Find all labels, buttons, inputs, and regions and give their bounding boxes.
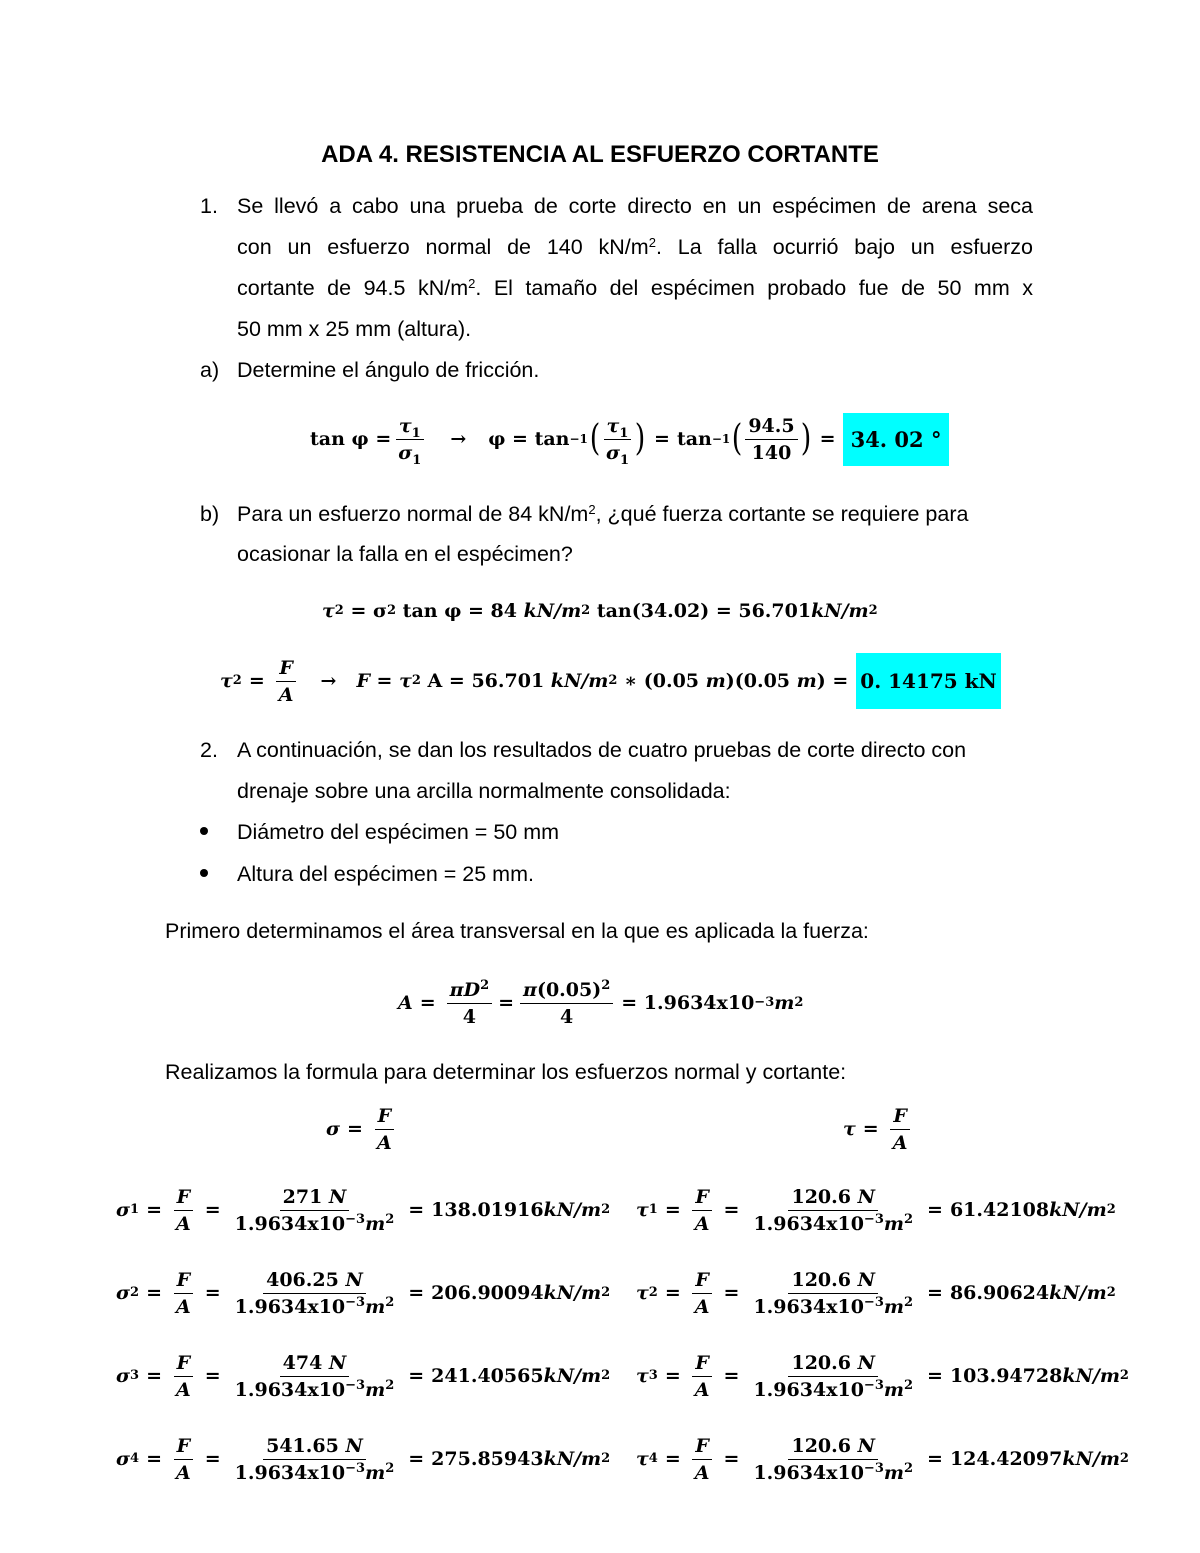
question-2-text bbox=[237, 730, 1033, 812]
force-value: 406.25 N bbox=[263, 1269, 366, 1294]
force-value: 120.6 N bbox=[788, 1435, 878, 1460]
part-a-text: Determine el ángulo de fricción. bbox=[237, 358, 540, 382]
area-intro: Primero determinamos el área transversal en la que es aplicada la fuerza: bbox=[165, 919, 869, 943]
part-a-label: a) bbox=[200, 358, 220, 382]
question-1-number: 1. bbox=[200, 194, 218, 218]
q2-line-1: A continuación, se dan los resultados de cuatro pruebas de corte directo con bbox=[237, 738, 967, 762]
bullet-dot bbox=[200, 869, 208, 877]
normal-stress-row-3: σ 3 = $\frac{F}{A}$ = $\frac{474 N}{1.9634x10^{-3}m^2}$ = 241.40565 kN/m 2 bbox=[116, 1351, 611, 1401]
equation-shear-stress: τ 2 = σ 2 tan φ = 84 kN/m 2 tan(34.02) = 56.701 kN/m 2 bbox=[322, 600, 878, 622]
shear-stress-row-3: τ 3 = $\frac{F}{A}$ = $\frac{120.6 N}{1.9634x10^{-3}m^2}$ = 103.94728 kN/m 2 bbox=[636, 1351, 1129, 1401]
q2-line-2: drenaje sobre una arcilla normalmente consolidada: bbox=[237, 779, 731, 803]
bullet-diameter: Diámetro del espécimen = 50 mm bbox=[237, 820, 560, 844]
force-value: 120.6 N bbox=[788, 1186, 878, 1211]
part-b-line-1: Para un esfuerzo normal de 84 $kN/m^2$, ¿qué fuerza cortante se requiere para bbox=[237, 502, 969, 526]
equation-area: A = $\frac{\pi D^2}{4}$ = $\frac{\pi(0.05)^2}{4}$ = 1.9634x10 −3 m 2 bbox=[398, 977, 804, 1028]
shear-stress-row-2: τ 2 = $\frac{F}{A}$ = $\frac{120.6 N}{1.9634x10^{-3}m^2}$ = 86.90624 kN/m 2 bbox=[636, 1268, 1116, 1318]
part-b-line-2: ocasionar la falla en el espécimen? bbox=[237, 542, 573, 566]
force-value: 271 N bbox=[280, 1186, 350, 1211]
equation-shear-force: τ 2 = $\frac{F}{A}$ → F = τ 2 A = 56.701 kN/m 2 ∗ (0.05 m )(0.05 m ) = 0. 14175 kN bbox=[220, 652, 1001, 710]
normal-stress-row-1: σ 1 = $\frac{F}{A}$ = $\frac{271 N}{1.9634x10^{-3}m^2}$ = 138.01916 kN/m 2 bbox=[116, 1185, 611, 1235]
stress-value: 241.40565 bbox=[431, 1365, 544, 1387]
normal-stress-row-2: σ 2 = $\frac{F}{A}$ = $\frac{406.25 N}{1.9634x10^{-3}m^2}$ = 206.90094 kN/m 2 bbox=[116, 1268, 611, 1318]
q1-line-4: 50 mm x 25 mm (altura). bbox=[237, 317, 472, 341]
stress-value: 86.90624 bbox=[949, 1282, 1050, 1304]
stress-value: 103.94728 bbox=[949, 1365, 1063, 1387]
equation-friction-angle: tan φ = $\frac{\tau_1}{\sigma_1}$ → φ = tan −1 ( $\frac{\tau_1}{\sigma_1}$ ) = tan −1 ( $\frac{94.5}{140}$ ) = 34. 02 ° bbox=[310, 408, 949, 470]
shear-stress-row-1: τ 1 = $\frac{F}{A}$ = $\frac{120.6 N}{1.9634x10^{-3}m^2}$ = 61.42108 kN/m 2 bbox=[636, 1185, 1116, 1235]
shear-stress-row-4: τ 4 = $\frac{F}{A}$ = $\frac{120.6 N}{1.9634x10^{-3}m^2}$ = 124.42097 kN/m 2 bbox=[636, 1434, 1129, 1484]
result-shear-force: 0. 14175 kN bbox=[856, 653, 1001, 709]
page-title: ADA 4. RESISTENCIA AL ESFUERZO CORTANTE bbox=[321, 141, 879, 168]
stress-value: 138.01916 bbox=[431, 1199, 544, 1221]
result-friction-angle: 34. 02 ° bbox=[843, 413, 950, 466]
q1-line-3: cortante de 94.5 $kN/m^2$. El tamaño del espécimen probado fue de 50 mm x bbox=[237, 276, 1033, 300]
equation-shear-stress-generic: τ = $\frac{F}{A}$ bbox=[843, 1100, 914, 1158]
question-2-number: 2. bbox=[200, 738, 218, 762]
equation-normal-stress-generic: σ = $\frac{F}{A}$ bbox=[326, 1100, 399, 1158]
question-1-text bbox=[237, 186, 1033, 350]
force-value: 541.65 N bbox=[263, 1435, 366, 1460]
stress-value: 206.90094 bbox=[431, 1282, 544, 1304]
part-b-label: b) bbox=[200, 502, 220, 526]
q1-line-1: Se llevó a cabo una prueba de corte directo en un espécimen de arena seca bbox=[237, 194, 1033, 218]
bullet-height: Altura del espécimen = 25 mm. bbox=[237, 862, 534, 886]
force-value: 474 N bbox=[280, 1352, 350, 1377]
normal-stress-row-4: σ 4 = $\frac{F}{A}$ = $\frac{541.65 N}{1.9634x10^{-3}m^2}$ = 275.85943 kN/m 2 bbox=[116, 1434, 611, 1484]
formula-intro: Realizamos la formula para determinar los esfuerzos normal y cortante: bbox=[165, 1060, 847, 1084]
stress-value: 61.42108 bbox=[949, 1199, 1050, 1221]
stress-value: 275.85943 bbox=[431, 1448, 544, 1470]
force-value: 120.6 N bbox=[788, 1269, 878, 1294]
force-value: 120.6 N bbox=[788, 1352, 878, 1377]
q1-line-2: con un esfuerzo normal de 140 $kN/m^2$. La falla ocurrió bajo un esfuerzo bbox=[237, 235, 1033, 259]
stress-value: 124.42097 bbox=[949, 1448, 1063, 1470]
bullet-dot bbox=[200, 827, 208, 835]
